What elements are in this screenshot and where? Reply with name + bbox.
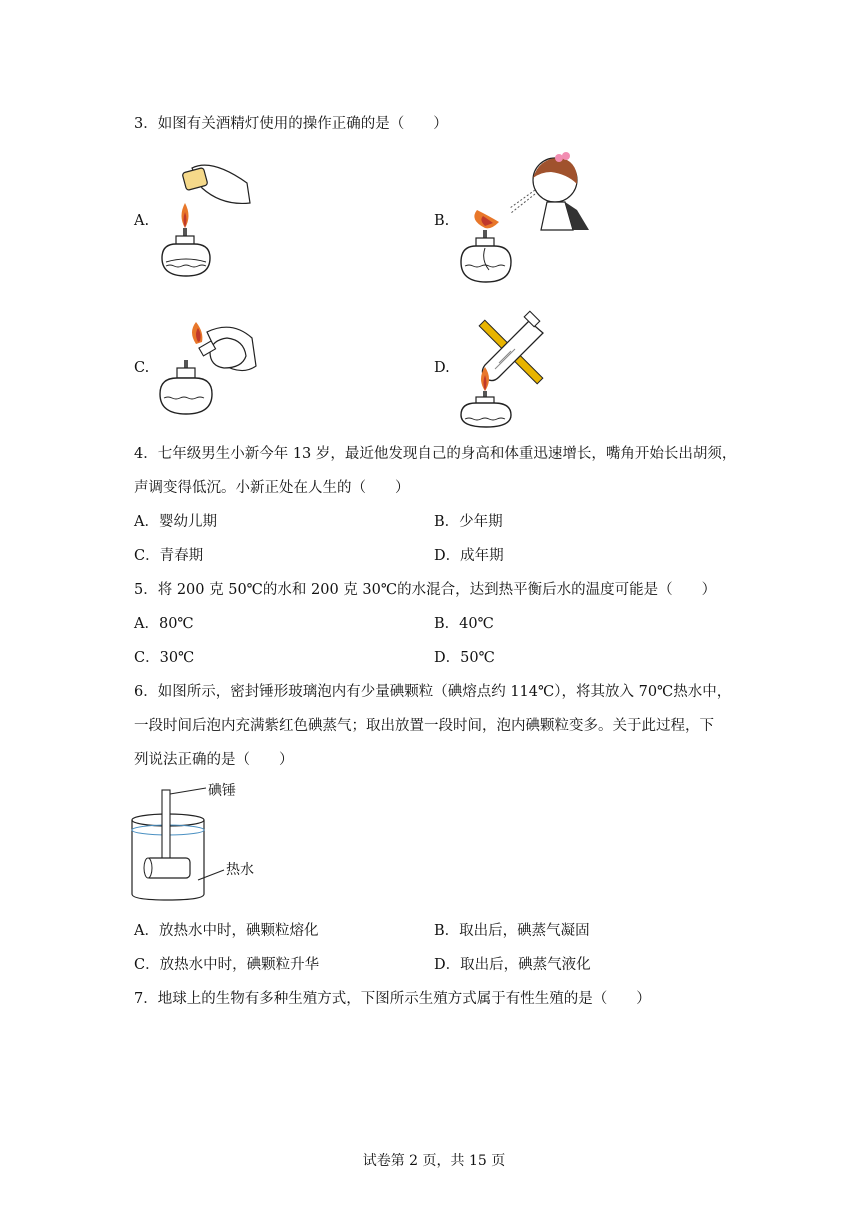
q3-figure-a-lighting-lamp	[152, 158, 252, 283]
q4-option-a[interactable]: A．婴幼儿期	[134, 514, 217, 530]
q3-option-d-letter: D.	[434, 360, 450, 376]
q6-option-c[interactable]: C．放热水中时，碘颗粒升华	[134, 957, 320, 973]
q6-label-hot-water: 热水	[226, 862, 254, 878]
q4-option-b[interactable]: B．少年期	[434, 514, 503, 530]
q6-stem-line1: 6．如图所示，密封锤形玻璃泡内有少量碘颗粒（碘熔点约 114℃），将其放入 70℃热水中，	[134, 684, 732, 700]
q3-option-b-letter: B.	[434, 213, 450, 229]
q3-figure-b-blowing-out	[455, 150, 595, 290]
q5-option-d[interactable]: D．50℃	[434, 650, 495, 666]
q3-option-c-letter: C.	[134, 360, 150, 376]
q6-option-a[interactable]: A．放热水中时，碘颗粒熔化	[134, 923, 319, 939]
q4-option-d[interactable]: D．成年期	[434, 548, 504, 564]
q4-stem-line1: 4．七年级男生小新今年 13 岁，最近他发现自己的身高和体重迅速增长，嘴角开始长出胡须，	[134, 446, 737, 462]
q3-stem: 3．如图有关酒精灯使用的操作正确的是（ ）	[134, 116, 448, 132]
q3-option-a-letter: A.	[134, 213, 150, 229]
q3-figure-d-heating-tube	[455, 305, 575, 430]
q6-option-b[interactable]: B．取出后，碘蒸气凝固	[434, 923, 590, 939]
q5-option-b[interactable]: B．40℃	[434, 616, 494, 632]
q5-option-a[interactable]: A．80℃	[134, 616, 194, 632]
q3-figure-c-lamp-to-lamp	[152, 318, 262, 418]
q6-label-iodine-hammer: 碘锤	[208, 783, 236, 799]
q6-stem-line2: 一段时间后泡内充满紫红色碘蒸气；取出放置一段时间，泡内碘颗粒变多。关于此过程，下	[134, 718, 714, 734]
q4-option-c[interactable]: C．青春期	[134, 548, 204, 564]
q5-option-c[interactable]: C．30℃	[134, 650, 195, 666]
q7-stem: 7．地球上的生物有多种生殖方式，下图所示生殖方式属于有性生殖的是（ ）	[134, 991, 651, 1007]
page-footer: 试卷第 2 页，共 15 页	[362, 1153, 506, 1169]
q5-stem: 5．将 200 克 50℃的水和 200 克 30℃的水混合，达到热平衡后水的温度可能是（ ）	[134, 582, 717, 598]
q6-stem-line3: 列说法正确的是（ ）	[134, 752, 294, 768]
q6-figure-iodine-hammer	[128, 780, 268, 905]
q4-stem-line2: 声调变得低沉。小新正处在人生的（ ）	[134, 480, 410, 496]
q6-option-d[interactable]: D．取出后，碘蒸气液化	[434, 957, 591, 973]
